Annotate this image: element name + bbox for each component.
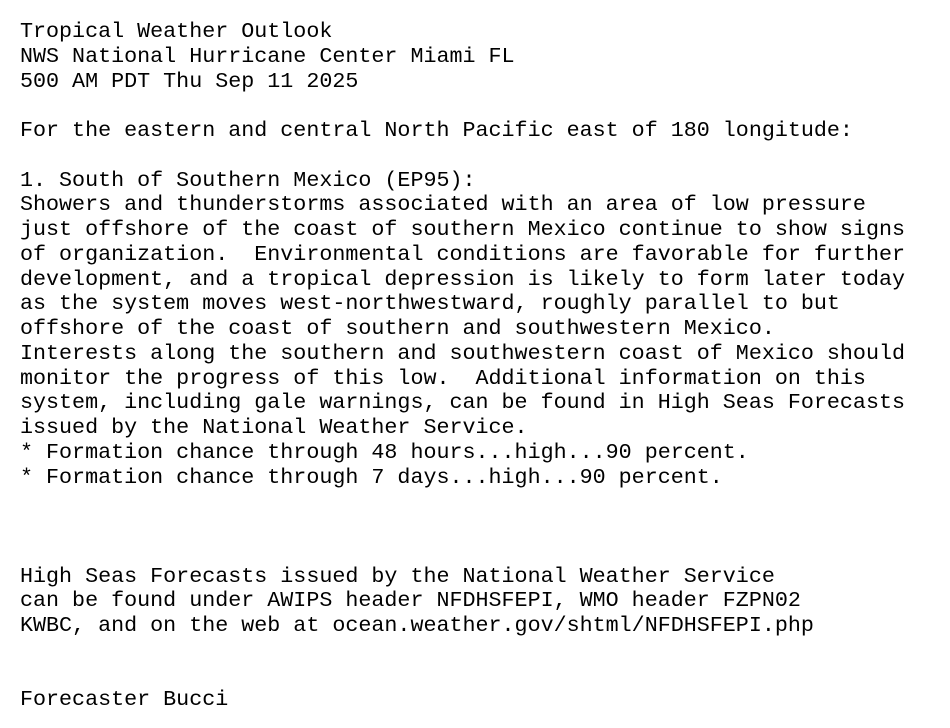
- high-seas-line: KWBC, and on the web at ocean.weather.gov/shtml/NFDHSFEPI.php: [20, 613, 814, 638]
- discussion-line: offshore of the coast of southern and southwestern Mexico.: [20, 316, 775, 341]
- discussion-line: system, including gale warnings, can be found in High Seas Forecasts: [20, 390, 905, 416]
- outlook-title: Tropical Weather Outlook: [20, 19, 333, 44]
- blank-line: [20, 490, 905, 515]
- discussion-line: development, and a tropical depression is likely to form later today: [20, 266, 905, 292]
- blank-line: [20, 639, 905, 664]
- formation-chance-48-hours: * Formation chance through 48 hours...high...90 percent.: [20, 439, 749, 465]
- blank-line: [20, 144, 905, 169]
- discussion-line: monitor the progress of this low. Additional information on this: [20, 365, 866, 391]
- blank-line: [20, 540, 905, 565]
- system-heading: 1. South of Southern Mexico (EP95):: [20, 167, 476, 193]
- discussion-line: Interests along the southern and southwestern coast of Mexico should: [20, 340, 905, 366]
- blank-line: [20, 94, 905, 119]
- blank-line: [20, 515, 905, 540]
- forecaster-signature: Forecaster Bucci: [20, 687, 229, 713]
- discussion-line: issued by the National Weather Service.: [20, 415, 528, 440]
- discussion-line: Showers and thunderstorms associated with an area of low pressure: [20, 192, 866, 218]
- high-seas-line: can be found under AWIPS header NFDHSFEPI, WMO header FZPN02: [20, 588, 801, 614]
- outlook-scope: For the eastern and central North Pacific east of 180 longitude:: [20, 118, 853, 143]
- tropical-weather-outlook-text: [20, 20, 905, 713]
- issue-time: 500 AM PDT Thu Sep 11 2025: [20, 68, 359, 94]
- high-seas-line: High Seas Forecasts issued by the National Weather Service: [20, 563, 775, 589]
- discussion-line: of organization. Environmental conditions are favorable for further: [20, 241, 905, 267]
- discussion-line: just offshore of the coast of southern Mexico continue to show signs: [20, 217, 905, 242]
- blank-line: [20, 664, 905, 689]
- discussion-line: as the system moves west-northwestward, roughly parallel to but: [20, 291, 840, 317]
- issuing-office: NWS National Hurricane Center Miami FL: [20, 43, 515, 69]
- formation-chance-7-days: * Formation chance through 7 days...high...90 percent.: [20, 464, 723, 490]
